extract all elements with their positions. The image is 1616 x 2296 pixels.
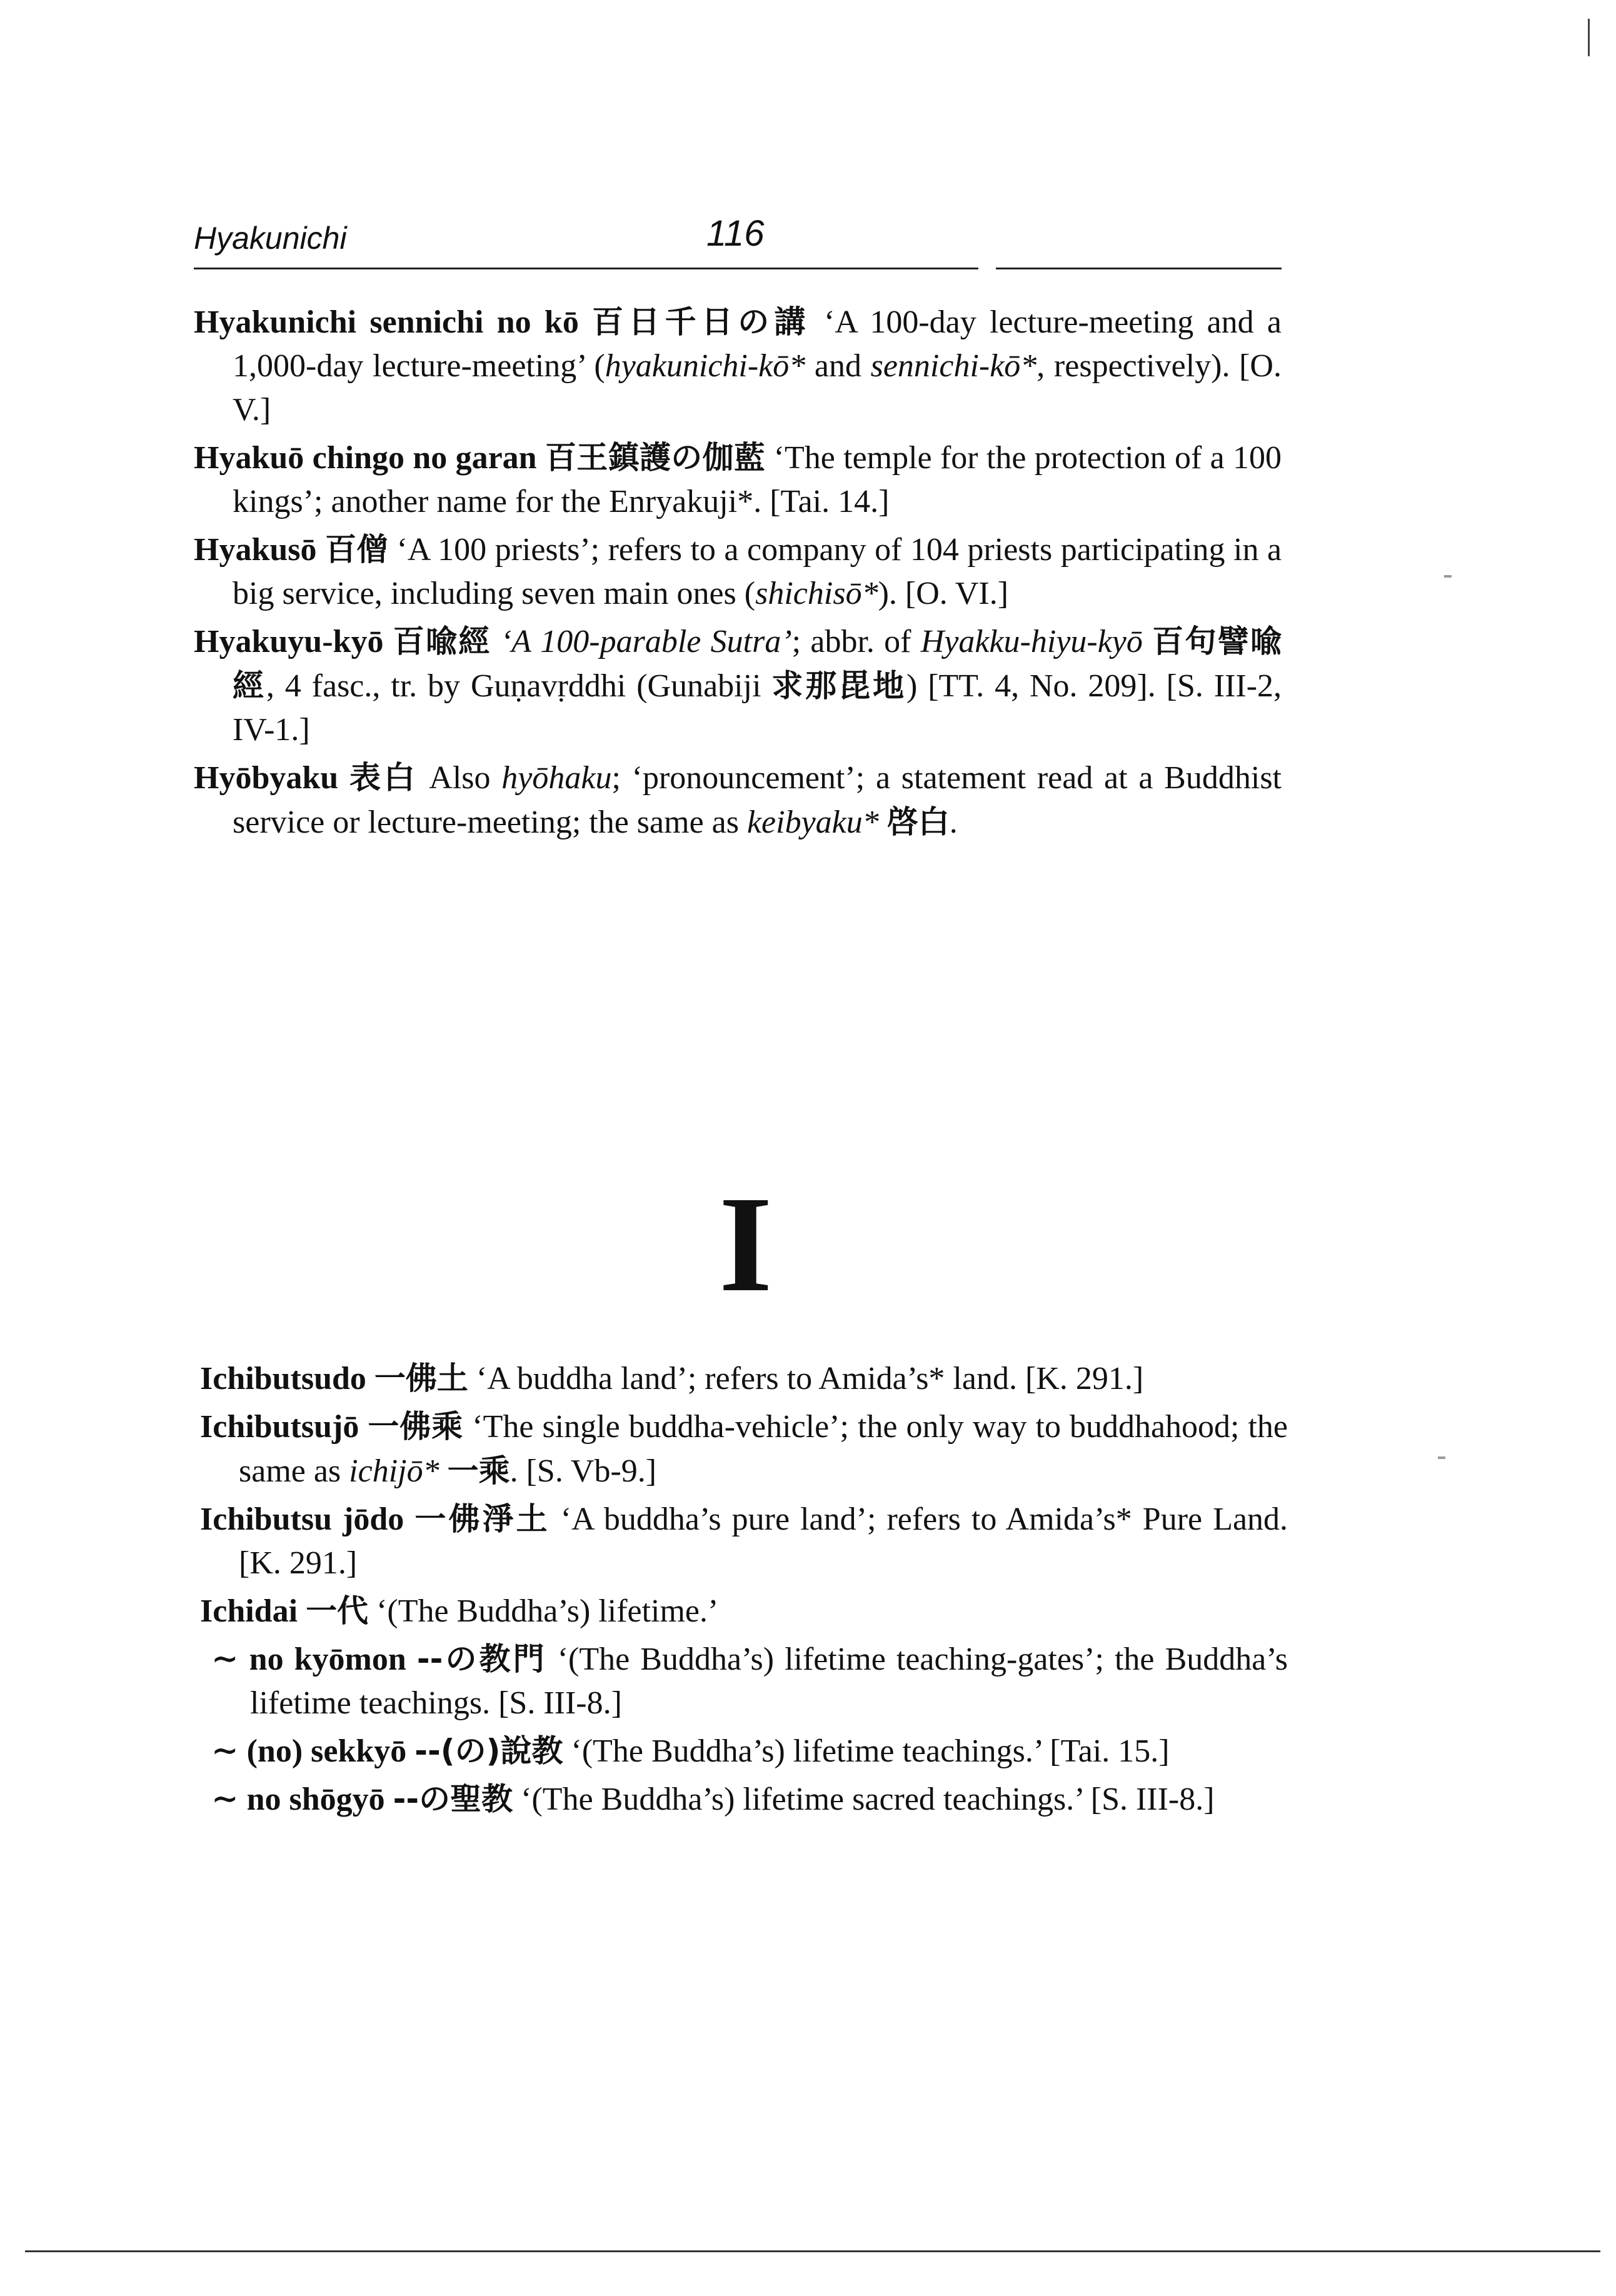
page-number: 116 [706,213,765,254]
entry-definition: ; ‘pronouncement’; a statement read at a Buddhist service or lecture-meeting; the same as [233,760,1282,840]
entry-kanji: 啓白 [886,804,950,840]
page-header [194,213,1282,269]
entry-italic: ichijō* [349,1453,439,1489]
entry-italic: sennichi-kō* [870,348,1037,384]
entry-italic: hyōhaku [501,760,612,796]
entry-kanji: 一佛淨土 [414,1501,550,1537]
dictionary-entry [200,1405,1288,1493]
scan-speck [1444,575,1452,578]
entry-reference: [TT. 4, No. 209]. [928,668,1156,704]
subentry-reference: [Tai. 15.] [1050,1733,1170,1769]
entry-kanji: 一乘 [447,1453,510,1489]
subentry-definition: ‘(The Buddha’s) lifetime teachings.’ [571,1733,1042,1769]
subentry-headword: (no) sekkyō [246,1733,407,1769]
entry-reference: [S. III-2, IV-1.] [233,668,1282,748]
entry-kanji: 百喩經 [393,623,491,659]
entry-definition: . [509,1453,518,1489]
entry-italic: Hyakku-hiyu-kyō [920,624,1143,659]
entry-headword: Ichibutsudo [200,1361,366,1396]
subentry-tilde: ∼ [211,1782,239,1817]
subentry-headword: no shōgyō [246,1782,385,1817]
entry-definition: ) [906,668,918,704]
entry-definition: ; abbr. of [791,624,921,659]
entry-reference: [S. Vb-9.] [526,1453,657,1489]
entry-reference: [K. 291.] [239,1545,358,1581]
subentry-reference: [S. III-8.] [498,1685,622,1721]
section-letter: I [719,1168,773,1320]
entry-italic: keibyaku* [746,805,879,840]
entry-reference: [O. VI.] [905,576,1009,611]
subentry-definition: ‘(The Buddha’s) lifetime teaching-gates’; the Buddha’s lifetime teachings. [250,1642,1288,1721]
dictionary-entry [194,528,1282,616]
entry-definition: ‘A 100 priests’; refers to a company of 104 priests participating in a big service, including seven main ones ( [233,532,1282,611]
entry-definition: ‘(The Buddha’s) lifetime.’ [376,1593,719,1629]
bottom-edge-rule [25,2250,1600,2252]
entry-headword: Hyōbyaku [194,760,339,796]
subentry-kanji: --の聖教 [393,1781,513,1817]
entry-definition: . [949,805,958,840]
header-rule-left [194,268,978,269]
entry-kanji: 表白 [349,759,418,796]
entry-definition: , respectively). [1036,348,1230,384]
dictionary-entry [200,1497,1288,1585]
entry-definition: ). [878,576,897,611]
entry-definition: ‘The single buddha-vehicle’; the only way to buddhahood; the same as [239,1409,1288,1489]
dictionary-subentry [211,1777,1288,1822]
entry-definition: ‘The temple for the protection of a 100 kings’; another name for the Enryakuji*. [233,440,1282,519]
entry-italic: shichisō* [755,576,878,611]
entry-reference: [K. 291.] [1025,1361,1144,1396]
dictionary-entry [194,300,1282,432]
subentry-definition: ‘(The Buddha’s) lifetime sacred teachings.’ [521,1782,1083,1817]
entry-definition: ‘A buddha’s pure land’; refers to Amida’s* Pure Land. [560,1501,1288,1537]
subentry-headword: no kyōmon [249,1642,406,1677]
entry-kanji: 百句譬喩經 [233,623,1282,704]
subentry-tilde: ∼ [211,1642,239,1677]
scan-edge-mark [1588,19,1590,56]
dictionary-entry [200,1589,1288,1633]
entry-italic: ‘A 100-parable Sutra’ [500,624,792,659]
entry-kanji: 百王鎮護の伽藍 [545,439,766,476]
entry-definition: ‘A 100-day lecture-meeting and a 1,000-day lecture-meeting’ ( [233,304,1282,384]
entry-kanji: 求那毘地 [771,668,906,704]
entry-headword: Hyakuyu-kyō [194,624,384,659]
entry-kanji: 百僧 [325,531,389,568]
header-rule-right [996,268,1282,269]
entry-kanji: 百日千日の講 [592,304,811,340]
subentry-kanji: --(の)說教 [414,1733,563,1769]
entry-headword: Ichibutsu jōdo [200,1501,404,1537]
scan-speck [1438,1456,1445,1459]
entry-headword: Hyakuō chingo no garan [194,440,537,476]
subentry-tilde: ∼ [211,1733,239,1769]
entries-h [194,300,1282,848]
entry-italic: hyakunichi-kō* [605,348,806,384]
entry-definition: ‘A buddha land’; refers to Amida’s* land. [476,1361,1017,1396]
entry-kanji: 一代 [306,1593,369,1629]
entry-headword: Hyakunichi sennichi no kō [194,304,579,340]
entry-kanji: 一佛土 [374,1360,468,1396]
subentry-kanji: --の教門 [416,1641,547,1677]
entry-reference: [Tai. 14.] [770,484,890,519]
entry-definition: , 4 fasc., tr. by Guṇavṛddhi (Gunabiji [266,668,772,704]
entry-kanji: 一佛乘 [368,1408,464,1445]
dictionary-subentry [211,1637,1288,1725]
entries-i [200,1356,1288,1825]
entry-headword: Ichidai [200,1593,298,1629]
entry-headword: Ichibutsujō [200,1409,359,1445]
entry-headword: Hyakusō [194,532,317,568]
entry-definition: Also [429,760,502,796]
subentry-reference: [S. III-8.] [1090,1782,1215,1817]
entry-definition: and [805,348,871,384]
dictionary-entry [200,1356,1288,1401]
dictionary-entry [194,619,1282,752]
entry-reference: [O. V.] [233,348,1282,428]
dictionary-entry [194,756,1282,845]
dictionary-subentry [211,1729,1288,1773]
running-head: Hyakunichi [194,221,347,256]
dictionary-entry [194,436,1282,524]
